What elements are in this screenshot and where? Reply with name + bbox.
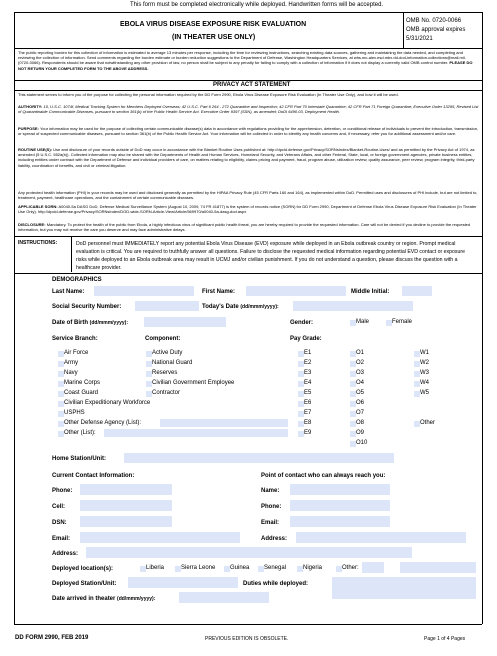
privacy-intro: This statement serves to inform you of the purpose for collecting the personal information required by the DD Form 2990, Ebola Virus Disease Exposure Risk Evaluation (In Theater Use Only), and how it will be used. (18, 92, 399, 97)
dob-label: Date of Birth (dd/mmm/yyyy): (52, 320, 129, 326)
service-branch-label: Service Branch: (52, 336, 98, 342)
location-option: Senegal (264, 565, 287, 571)
pay-grade-other-label: Other (420, 420, 436, 426)
gender-label: Gender: (290, 320, 314, 326)
home-station-label: Home Station/Unit: (52, 456, 106, 462)
pay-grade-option: O7 (356, 410, 365, 416)
other-branch-input[interactable] (104, 429, 288, 437)
location-option: Sierra Leone (181, 565, 216, 571)
branch-option: Other Defense Agency (List): (64, 420, 142, 426)
branch-option: USPHS (64, 410, 85, 416)
pay-grade-option: E4 (304, 380, 312, 386)
branch-option: Marine Corps (64, 380, 101, 386)
todays-date-input[interactable] (293, 301, 413, 311)
component-option: Active Duty (152, 350, 183, 356)
ssn-input[interactable] (135, 301, 199, 311)
deployed-station-label: Deployed Station/Unit: (52, 581, 117, 587)
demographics-title: DEMOGRAPHICS (52, 277, 102, 283)
pay-grade-option: O5 (356, 390, 365, 396)
sorn-text: APPLICABLE SORN: A0040-5a DASG DoD, Defense Medical Surveillance System (August 10, 2009, 74 FR 41877) is the system of records notice (SORN) for DD Form 2990, Department of Defense Ebola Virus Disease Exposure Risk Evaluation (In Theater Use Only). http://dpcld.defense.gov/Privacy/SORNsIndex/DOD-wide-SORN-Article-View/Article/569970/a0040-5a-dasg-dod.aspx (18, 204, 477, 215)
form-subtitle: (IN THEATER USE ONLY) (172, 34, 256, 41)
dsn-label: DSN: (52, 520, 67, 526)
cell-label: Cell: (52, 504, 66, 510)
first-name-label: First Name: (202, 289, 236, 295)
pay-grade-option: E2 (304, 360, 312, 366)
branch-option: Coast Guard (64, 390, 99, 396)
form-title: EBOLA VIRUS DISEASE EXPOSURE RISK EVALUATION (120, 21, 307, 28)
privacy-title: PRIVACY ACT STATEMENT (213, 82, 291, 88)
deployed-location-label: Deployed location(s): (52, 566, 114, 572)
ssn-label: Social Security Number: (52, 304, 122, 310)
branch-option: Other (List): (64, 430, 96, 436)
phone-input[interactable] (80, 484, 172, 495)
duties-label: Duties while deployed: (243, 581, 309, 587)
pay-grade-option: W3 (420, 370, 429, 376)
top-note: This form must be completed electronically while deployed. Handwritten forms will be accepted. (130, 2, 384, 8)
component-option: Reserves (152, 370, 178, 376)
pay-grade-option: E6 (304, 400, 312, 406)
pay-grade-option: O2 (356, 360, 365, 366)
cell-input[interactable] (80, 500, 172, 511)
pay-grade-option: E8 (304, 420, 312, 426)
dob-input[interactable] (144, 317, 226, 327)
pay-grade-option: W1 (420, 350, 429, 356)
last-name-label: Last Name: (52, 289, 85, 295)
pay-grade-option: O10 (356, 440, 368, 446)
location-option: Other: (342, 565, 359, 571)
pay-grade-option: E9 (304, 430, 312, 436)
disclosure-text: DISCLOSURE: Mandatory. To protect the health of the public from Ebola, a highly infectious virus of significant public health threat, you are hereby required to provide the requested information. Care will not be denied if you decline to provide the requested information, but you may not receive the care you deserve and may face administrative delays. (18, 222, 471, 233)
date-arrived-label: Date arrived in theater (dd/mmm/yyyy): (52, 596, 156, 602)
location-option: Nigeria (303, 565, 323, 571)
pay-grade-option: W2 (420, 360, 429, 366)
pay-grade-option: O1 (356, 350, 365, 356)
instructions-text: DoD personnel must IMMEDIATELY report any potential Ebola Virus Disease (EVD) exposure while deployed in an Ebola outbreak country or region. Prompt medical evaluation is critical. You are required to truthfully answer all questions. Failure to disclose the requested medical information regarding potential EVD contact or exposure risks while deployed to an Ebola outbreak area may result in UCMJ and/or civilian punishment. If you do not understand a question, please discuss the question with a healthcare provider. (76, 241, 465, 271)
form-id: DD FORM 2990, FEB 2019 (15, 635, 89, 641)
pay-grade-option: E3 (304, 370, 312, 376)
pay-grade-option: O6 (356, 400, 365, 406)
poc-email-input[interactable] (290, 516, 390, 527)
authority-text: AUTHORITY: 10, U.S.C. 1074f, Medical Tracking System for Members Deployed Overseas; 42 U.S.C. Part 6 264 - 272 Quarantine and Inspection; 42 CFR Part 70 Interstate Quarantine; 42 CFR Part 71 Foreign Quarantine; Executive Order 13295, Revised List of Quarantinable Communicable Diseases, pursuant to section 361(b) of the Public Health Service Act. Executive Order 9397 (SSN), as amended; DoDI 6490.03, Deployment Health. (18, 104, 479, 115)
instructions-label: INSTRUCTIONS: (18, 240, 58, 246)
gender-male-label: Male (356, 319, 370, 325)
purpose-text: PURPOSE: Your information may be used for the purpose of collecting certain communicable disease(s) data in accordance with regulations providing for the apprehension, detention, or conditional release of individuals to prevent the introduction, transmission, or spread of suspected communicable diseases, pursuant to section 361(b) of the Public Health Service Act. Your information will be collected in order to identify any health concerns and, if necessary, refer you for additional assessment and/or care. (18, 126, 479, 137)
pay-grade-option: E1 (304, 350, 312, 356)
pay-grade-option: W5 (420, 390, 429, 396)
email-label: Email: (52, 536, 71, 542)
middle-initial-input[interactable] (402, 286, 432, 296)
email-input[interactable] (80, 532, 240, 543)
branch-option: Navy (64, 370, 78, 376)
date-arrived-input[interactable] (179, 592, 269, 603)
address-input[interactable] (86, 547, 412, 558)
component-label: Component: (145, 336, 181, 342)
phi-text: Any protected health information (PHI) in your records may be used and disclosed generally as permitted by the HIPAA Privacy Rule (45 CFR Parts 160 and 164), as implemented within DoD. Permitted uses and disclosures of PHI include, but are not limited to, treatment, payment, healthcare operations, and the containment of certain communicable diseases. (18, 190, 478, 201)
pay-grade-option: O4 (356, 380, 365, 386)
other-defense-agency-input[interactable] (160, 419, 288, 427)
pay-grade-option: O8 (356, 420, 365, 426)
poc-email-label: Email: (261, 520, 280, 526)
pay-grade-option: E5 (304, 390, 312, 396)
routine-uses-text: ROUTINE USE(S): Use and disclosure of your records outside of DoD may occur in accordance with the Blanket Routine Uses published at: http://dpcld.defense.gov/Privacy/SORNsIndex/Blanket-Routine-Uses/ and as permitted by the Privacy Act of 1974, as amended (5 U.S.C. 552a(b)). Collected information may also be shared with the Departments of Health and Human Services, Homeland Security, and Veterans Affairs, and other Federal, State, local, or foreign government agencies, private business entities, including entities under contract with the Department of Defense and individual providers of care, on matters relating to eligibility, claims pricing and payment, fraud, program abuse, utilization review, quality assurance, peer review, program integrity, third-party liability, coordination of benefits, and civil or criminal litigation. (18, 147, 475, 168)
location-option: Liberia (146, 565, 165, 571)
page-number: Page 1 of 4 Pages (424, 636, 466, 642)
poc-address-label: Address: (261, 536, 288, 542)
component-option: National Guard (152, 360, 193, 366)
phone-label: Phone: (52, 488, 73, 494)
component-option: Civilian Government Employee (152, 380, 235, 386)
edition-note: PREVIOUS EDITION IS OBSOLETE. (205, 636, 289, 642)
poc-address-input[interactable] (296, 532, 466, 543)
burden-statement: The public reporting burden for this collection of information is estimated to average 13 minutes per response, including the time for reviewing instructions, searching existing data sources, gathering and maintaining the data needed, and completing and reviewing the collection of information. Send comments regarding the burden estimate or burden reduction suggestions to the Department of Defense, Washington Headquarters Services, at whs.mc-alex.esd.mbx.dd-dod-information-collections@mail.mil. (0720-0066). Respondents should be aware that notwithstanding any other provision of law, no person shall be subject to any penalty for failing to comply with a collection of information if it does not display a currently valid OMB control number. PLEASE DO NOT RETURN YOUR COMPLETED FORM TO THE ABOVE ADDRESS. (18, 50, 473, 71)
component-option: Contractor (152, 390, 181, 396)
todays-date-label: Today's Date (dd/mmm/yyyy): (202, 304, 279, 310)
pay-grade-option: W4 (420, 380, 429, 386)
deployed-station-input[interactable] (128, 577, 238, 588)
poc-name-input[interactable] (290, 484, 390, 495)
poc-name-label: Name: (261, 488, 280, 494)
pay-grade-option: E7 (304, 410, 312, 416)
gender-female-label: Female (392, 319, 413, 325)
omb-number: OMB No. 0720-0066 (406, 18, 462, 24)
other-location-input-2[interactable] (400, 562, 476, 573)
last-name-input[interactable] (94, 286, 194, 296)
current-contact-title: Current Contact Information: (52, 473, 135, 479)
location-option: Guinea (230, 565, 250, 571)
address-label: Address: (52, 551, 79, 557)
first-name-input[interactable] (246, 286, 346, 296)
middle-initial-label: Middle Initial: (351, 289, 390, 295)
home-station-input[interactable] (124, 453, 394, 463)
poc-phone-input[interactable] (290, 500, 390, 511)
dsn-input[interactable] (80, 516, 172, 527)
pay-grade-label: Pay Grade: (290, 336, 322, 342)
other-location-input[interactable] (362, 562, 384, 573)
poc-phone-label: Phone: (261, 504, 282, 510)
branch-option: Army (64, 360, 78, 366)
branch-option: Civilian Expeditionary Workforce (64, 400, 151, 406)
branch-option: Air Force (64, 350, 89, 356)
duties-input[interactable] (332, 577, 476, 599)
poc-title: Point of contact who can always reach you: (261, 473, 386, 479)
omb-date: 5/31/2021 (406, 36, 433, 42)
pay-grade-option: O3 (356, 370, 365, 376)
pay-grade-option: O9 (356, 430, 365, 436)
omb-approval: OMB approval expires (406, 27, 466, 33)
